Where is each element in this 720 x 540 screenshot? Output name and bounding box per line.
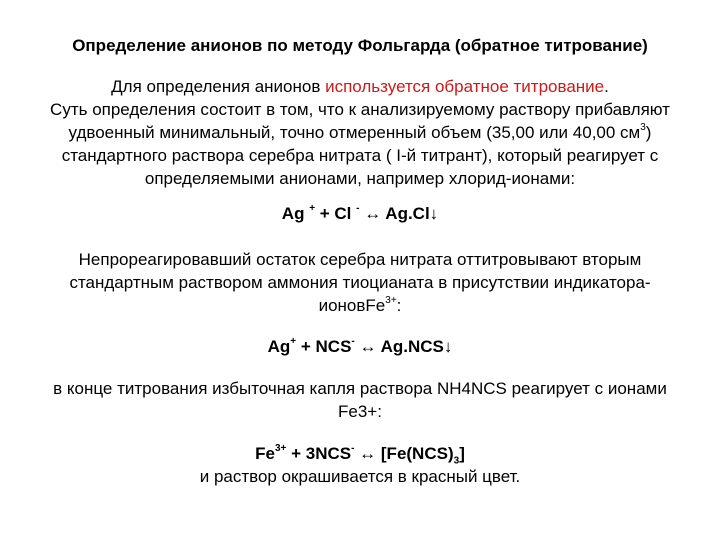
back-titration-text: Непрореагировавший остаток серебра нитрата оттитровывают вторым стандартным раствором аммония тиоцианата в присутствии индикатора-ионовFe (69, 250, 651, 315)
intro-paragraph (30, 75, 690, 190)
eq3-complex: ↔ [Fe(NCS) (354, 444, 454, 463)
eq3-thiocyanate: + 3NCS (286, 444, 352, 463)
eq2-thiocyanate: + NCS (296, 337, 352, 356)
equation-silver-chloride (0, 203, 720, 225)
eq1-silver: Ag (281, 204, 310, 223)
intro-text-start: Для определения анионов (111, 77, 326, 96)
eq3-subscript: 3 (453, 455, 460, 467)
eq1-chloride-charge: - (356, 203, 360, 215)
endpoint-paragraph: в конце титрования избыточная капля раствора NH4NCS реагирует с ионами Fe3+: (53, 379, 667, 421)
eq2-silver-charge: + (290, 336, 297, 348)
eq2-thiocyanate-charge: - (351, 336, 355, 348)
intro-highlight: используется обратное титрование (325, 77, 605, 96)
eq3-thiocyanate-charge: - (351, 443, 355, 455)
eq2-silver: Ag (267, 337, 291, 356)
page-title: Определение анионов по методу Фольгарда (обратное титрование) (72, 36, 648, 55)
eq2-product: ↔ Ag.NCS↓ (354, 337, 453, 356)
conclusion-text: и раствор окрашивается в красный цвет. (199, 467, 521, 486)
equation-silver-thiocyanate (0, 336, 720, 358)
equation-iron-thiocyanate (0, 443, 720, 465)
eq3-iron-charge: 3+ (274, 443, 287, 455)
volume-unit-superscript: 3 (640, 122, 646, 134)
eq1-product: ↔ Ag.Cl↓ (359, 204, 439, 223)
intro-text-end: ) стандартного раствора серебра нитрата ( I-й титрант), который реагирует с определяемыми анионами, например хлорид-ионами: (61, 123, 659, 188)
iron-charge-superscript: 3+ (385, 295, 397, 307)
back-titration-colon: : (396, 296, 402, 315)
eq3-bracket: ] (459, 444, 465, 463)
back-titration-paragraph (30, 248, 690, 317)
intro-text-body: Суть определения состоит в том, что к анализируемому раствору прибавляют удвоенный минимальный, точно отмеренный объем (35,00 или 40,00 см (50, 100, 670, 142)
intro-text-period: . (604, 77, 609, 96)
eq1-chloride: + Cl (315, 204, 357, 223)
eq1-silver-charge: + (309, 203, 316, 215)
eq3-iron: Fe (255, 444, 275, 463)
